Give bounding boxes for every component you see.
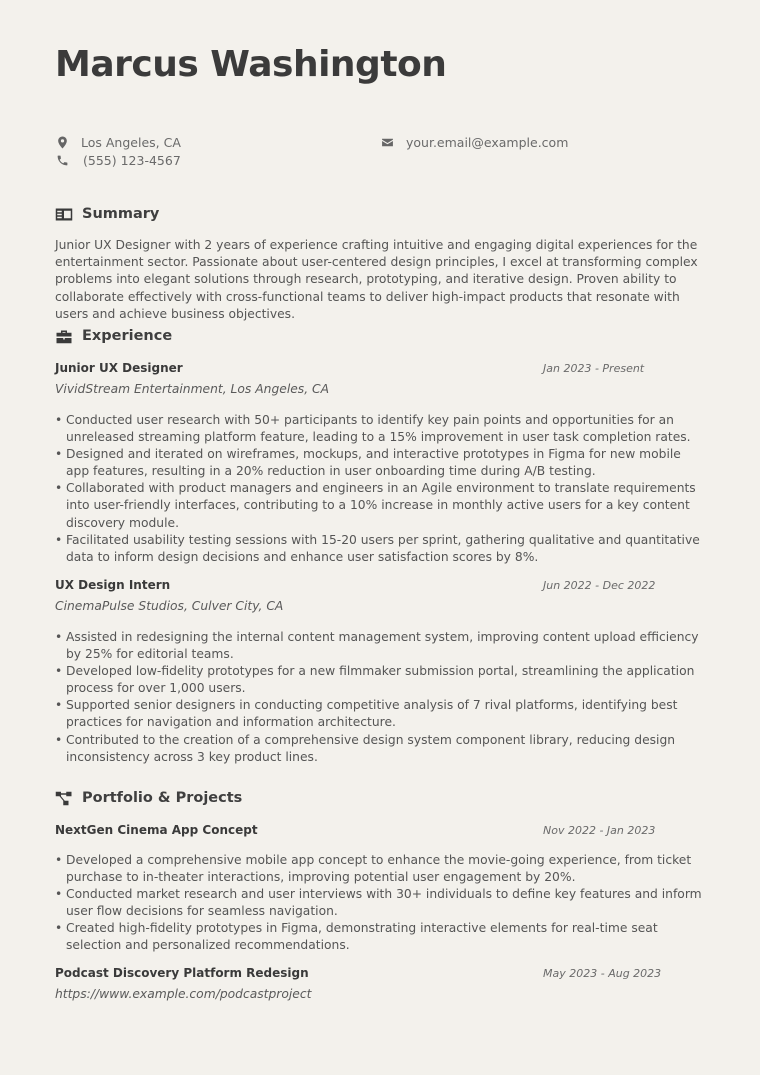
summary-heading [55, 206, 159, 222]
project-dates: Nov 2022 - Jan 2023 [543, 824, 656, 837]
list-item: • Conducted user research with 50+ participants to identify key pain points and opportunities for an unreleased streaming platform feature, leading to a 15% improvement in user task completion rates. [55, 412, 705, 446]
project-title: Podcast Discovery Platform Redesign [55, 966, 309, 980]
job-dates: Jan 2023 - Present [543, 362, 645, 375]
candidate-name: Marcus Washington [55, 44, 447, 85]
contact-email [380, 135, 568, 150]
experience-heading-text: Experience [82, 328, 173, 344]
job-bullets [55, 412, 705, 566]
list-item: • Conducted market research and user interviews with 30+ individuals to define key features and inform user flow decisions for seamless navigation. [55, 886, 705, 920]
list-item: • Collaborated with product managers and engineers in an Agile environment to translate requirements into user-friendly interfaces, contributing to a 10% increase in monthly active users for a key content discovery module. [55, 480, 705, 531]
id-card-icon [55, 206, 73, 222]
projects-heading [55, 790, 242, 806]
envelope-icon [380, 136, 394, 150]
project-title: NextGen Cinema App Concept [55, 823, 258, 837]
project-link[interactable]: https://www.example.com/podcastproject [55, 987, 312, 1001]
briefcase-icon [55, 328, 73, 344]
diagram-icon [55, 790, 73, 806]
project-dates: May 2023 - Aug 2023 [543, 967, 662, 980]
list-item: • Designed and iterated on wireframes, mockups, and interactive prototypes in Figma for new mobile app features, resulting in a 20% reduction in user onboarding time during A/B testing. [55, 446, 705, 480]
contact-phone [55, 153, 181, 168]
contact-location [55, 135, 181, 150]
email-link[interactable]: your.email@example.com [406, 135, 569, 150]
job-title: Junior UX Designer [55, 361, 183, 375]
projects-heading-text: Portfolio & Projects [82, 790, 243, 806]
summary-heading-text: Summary [82, 206, 160, 222]
job-company: VividStream Entertainment, Los Angeles, CA [55, 382, 330, 396]
list-item: • Contributed to the creation of a comprehensive design system component library, reducing design inconsistency across 3 key product lines. [55, 732, 705, 766]
job-company: CinemaPulse Studios, Culver City, CA [55, 599, 284, 613]
list-item: • Assisted in redesigning the internal content management system, improving content upload efficiency by 25% for editorial teams. [55, 629, 705, 663]
map-pin-icon [55, 136, 69, 150]
job-bullets [55, 629, 705, 766]
summary-text: Junior UX Designer with 2 years of experience crafting intuitive and engaging digital experiences for the entertainment sector. Passionate about user-centered design principles, I excel at transforming complex problems into elegant solutions through research, prototyping, and iterative design. Proven ability to collaborate effectively with cross-functional teams to deliver high-impact products that resonate with users and achieve business objectives. [55, 238, 698, 321]
phone-icon [55, 154, 69, 168]
list-item: • Created high-fidelity prototypes in Figma, demonstrating interactive elements for real-time seat selection and personalized recommendations. [55, 920, 705, 954]
phone-text: (555) 123-4567 [83, 153, 181, 168]
location-text: Los Angeles, CA [81, 135, 181, 150]
list-item: • Developed low-fidelity prototypes for a new filmmaker submission portal, streamlining the application process for over 1,000 users. [55, 663, 705, 697]
job-title: UX Design Intern [55, 578, 171, 592]
list-item: • Supported senior designers in conducting competitive analysis of 7 rival platforms, identifying best practices for navigation and information architecture. [55, 697, 705, 731]
list-item: • Developed a comprehensive mobile app concept to enhance the movie-going experience, from ticket purchase to in-theater interactions, improving potential user engagement by 20%. [55, 852, 705, 886]
experience-heading [55, 328, 172, 344]
list-item: • Facilitated usability testing sessions with 15-20 users per sprint, gathering qualitative and quantitative data to inform design decisions and enhance user satisfaction scores by 8%. [55, 532, 705, 566]
project-bullets [55, 852, 705, 955]
job-dates: Jun 2022 - Dec 2022 [543, 579, 656, 592]
